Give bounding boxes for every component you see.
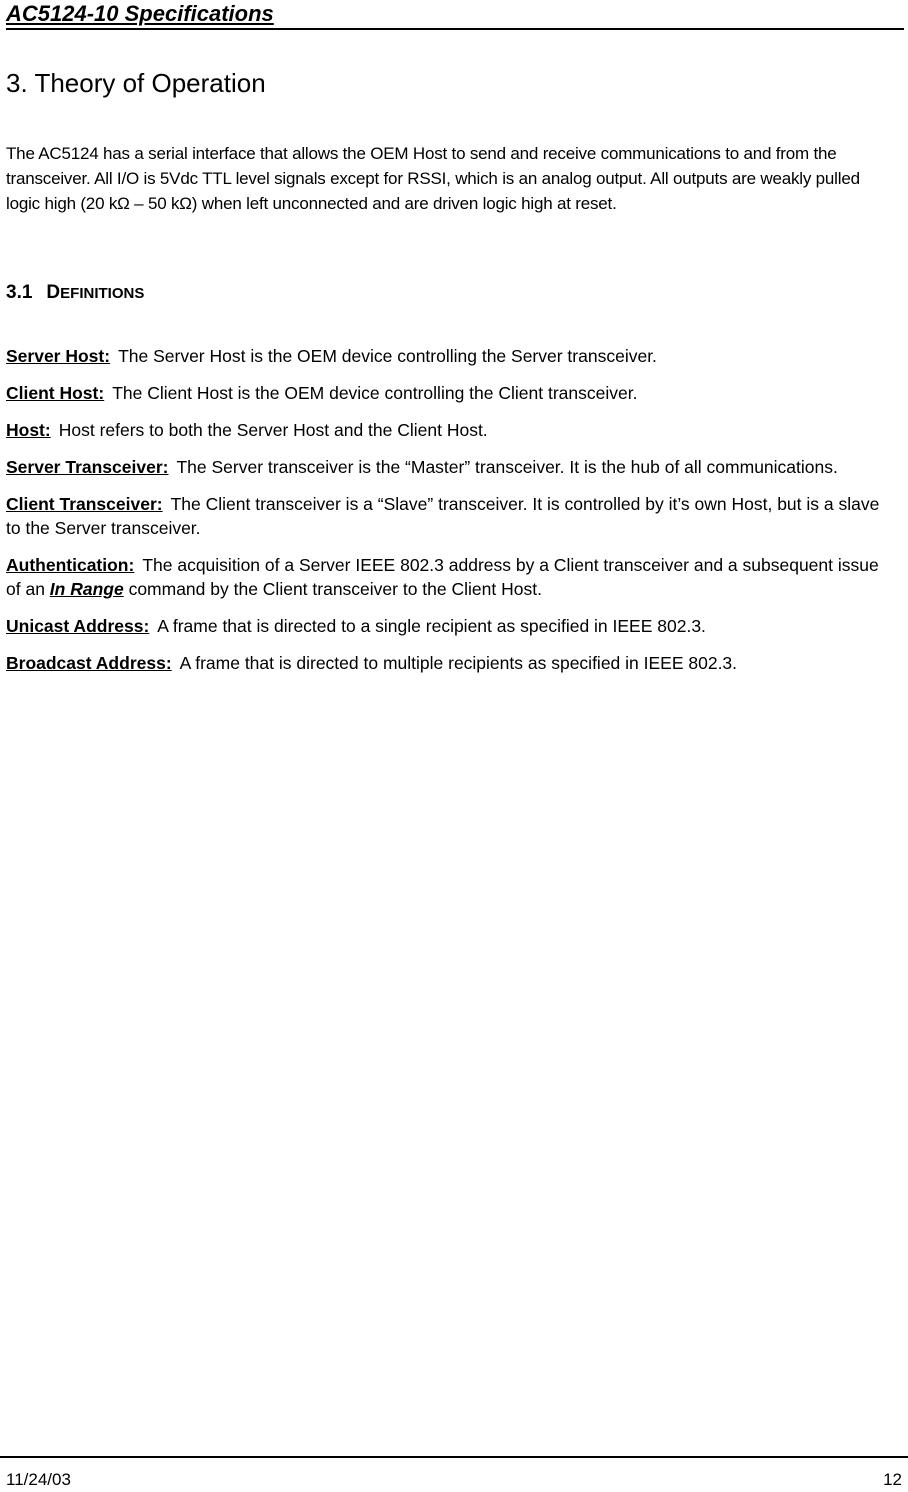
in-range-command: In Range [49,579,124,599]
definition-text: A frame that is directed to multiple recipients as specified in IEEE 802.3. [179,653,738,673]
definition-term: Server Host: [6,346,111,366]
definition-term: Unicast Address: [6,616,150,636]
definition-term: Authentication: [6,555,135,575]
definition-text: The Server transceiver is the “Master” transceiver. It is the hub of all communications. [176,457,838,477]
definition-text: A frame that is directed to a single recipient as specified in IEEE 802.3. [157,616,706,636]
definition-authentication [6,553,896,601]
definition-server-host [6,344,896,368]
subsection-title-initial: D [46,282,61,303]
definition-text: The Server Host is the OEM device controlling the Server transceiver. [118,346,657,366]
page-number: 12 [883,1470,902,1489]
document-title: AC5124-10 Specifications [6,1,274,26]
definition-broadcast-address [6,651,896,675]
definition-term: Broadcast Address: [6,653,172,673]
subsection-title-rest: EFINITIONS [60,285,145,302]
definition-client-transceiver [6,492,896,540]
subsection-title [6,282,144,304]
definition-term: Server Transceiver: [6,457,169,477]
definition-term: Client Transceiver: [6,494,163,514]
definition-host [6,418,896,442]
page-header [6,0,904,30]
page-footer [0,1456,908,1492]
definitions-list [6,344,896,688]
definition-text-after: command by the Client transceiver to the Client Host. [123,579,542,599]
definition-term: Host: [6,420,51,440]
definition-text-before: The acquisition of a Server IEEE 802.3 address by a Client transceiver and a subsequent issue of an [6,555,879,599]
definition-text: The Client Host is the OEM device controlling the Client transceiver. [112,383,638,403]
subsection-number: 3.1 [6,282,33,303]
definition-server-transceiver [6,455,896,479]
definition-term: Client Host: [6,383,105,403]
definition-unicast-address [6,614,896,638]
definition-text: Host refers to both the Server Host and the Client Host. [58,420,488,440]
definition-client-host [6,381,896,405]
intro-paragraph: The AC5124 has a serial interface that allows the OEM Host to send and receive communications to and from the transceiver. All I/O is 5Vdc TTL level signals except for RSSI, which is an analog output. All outputs are weakly pulled logic high (20 kΩ – 50 kΩ) when left unconnected and are driven logic high at reset. [6,144,860,213]
section-title: 3. Theory of Operation [6,68,266,98]
footer-date: 11/24/03 [6,1470,71,1489]
definition-text: The Client transceiver is a “Slave” transceiver. It is controlled by it’s own Host, but is a slave to the Server transceiver. [6,494,880,538]
